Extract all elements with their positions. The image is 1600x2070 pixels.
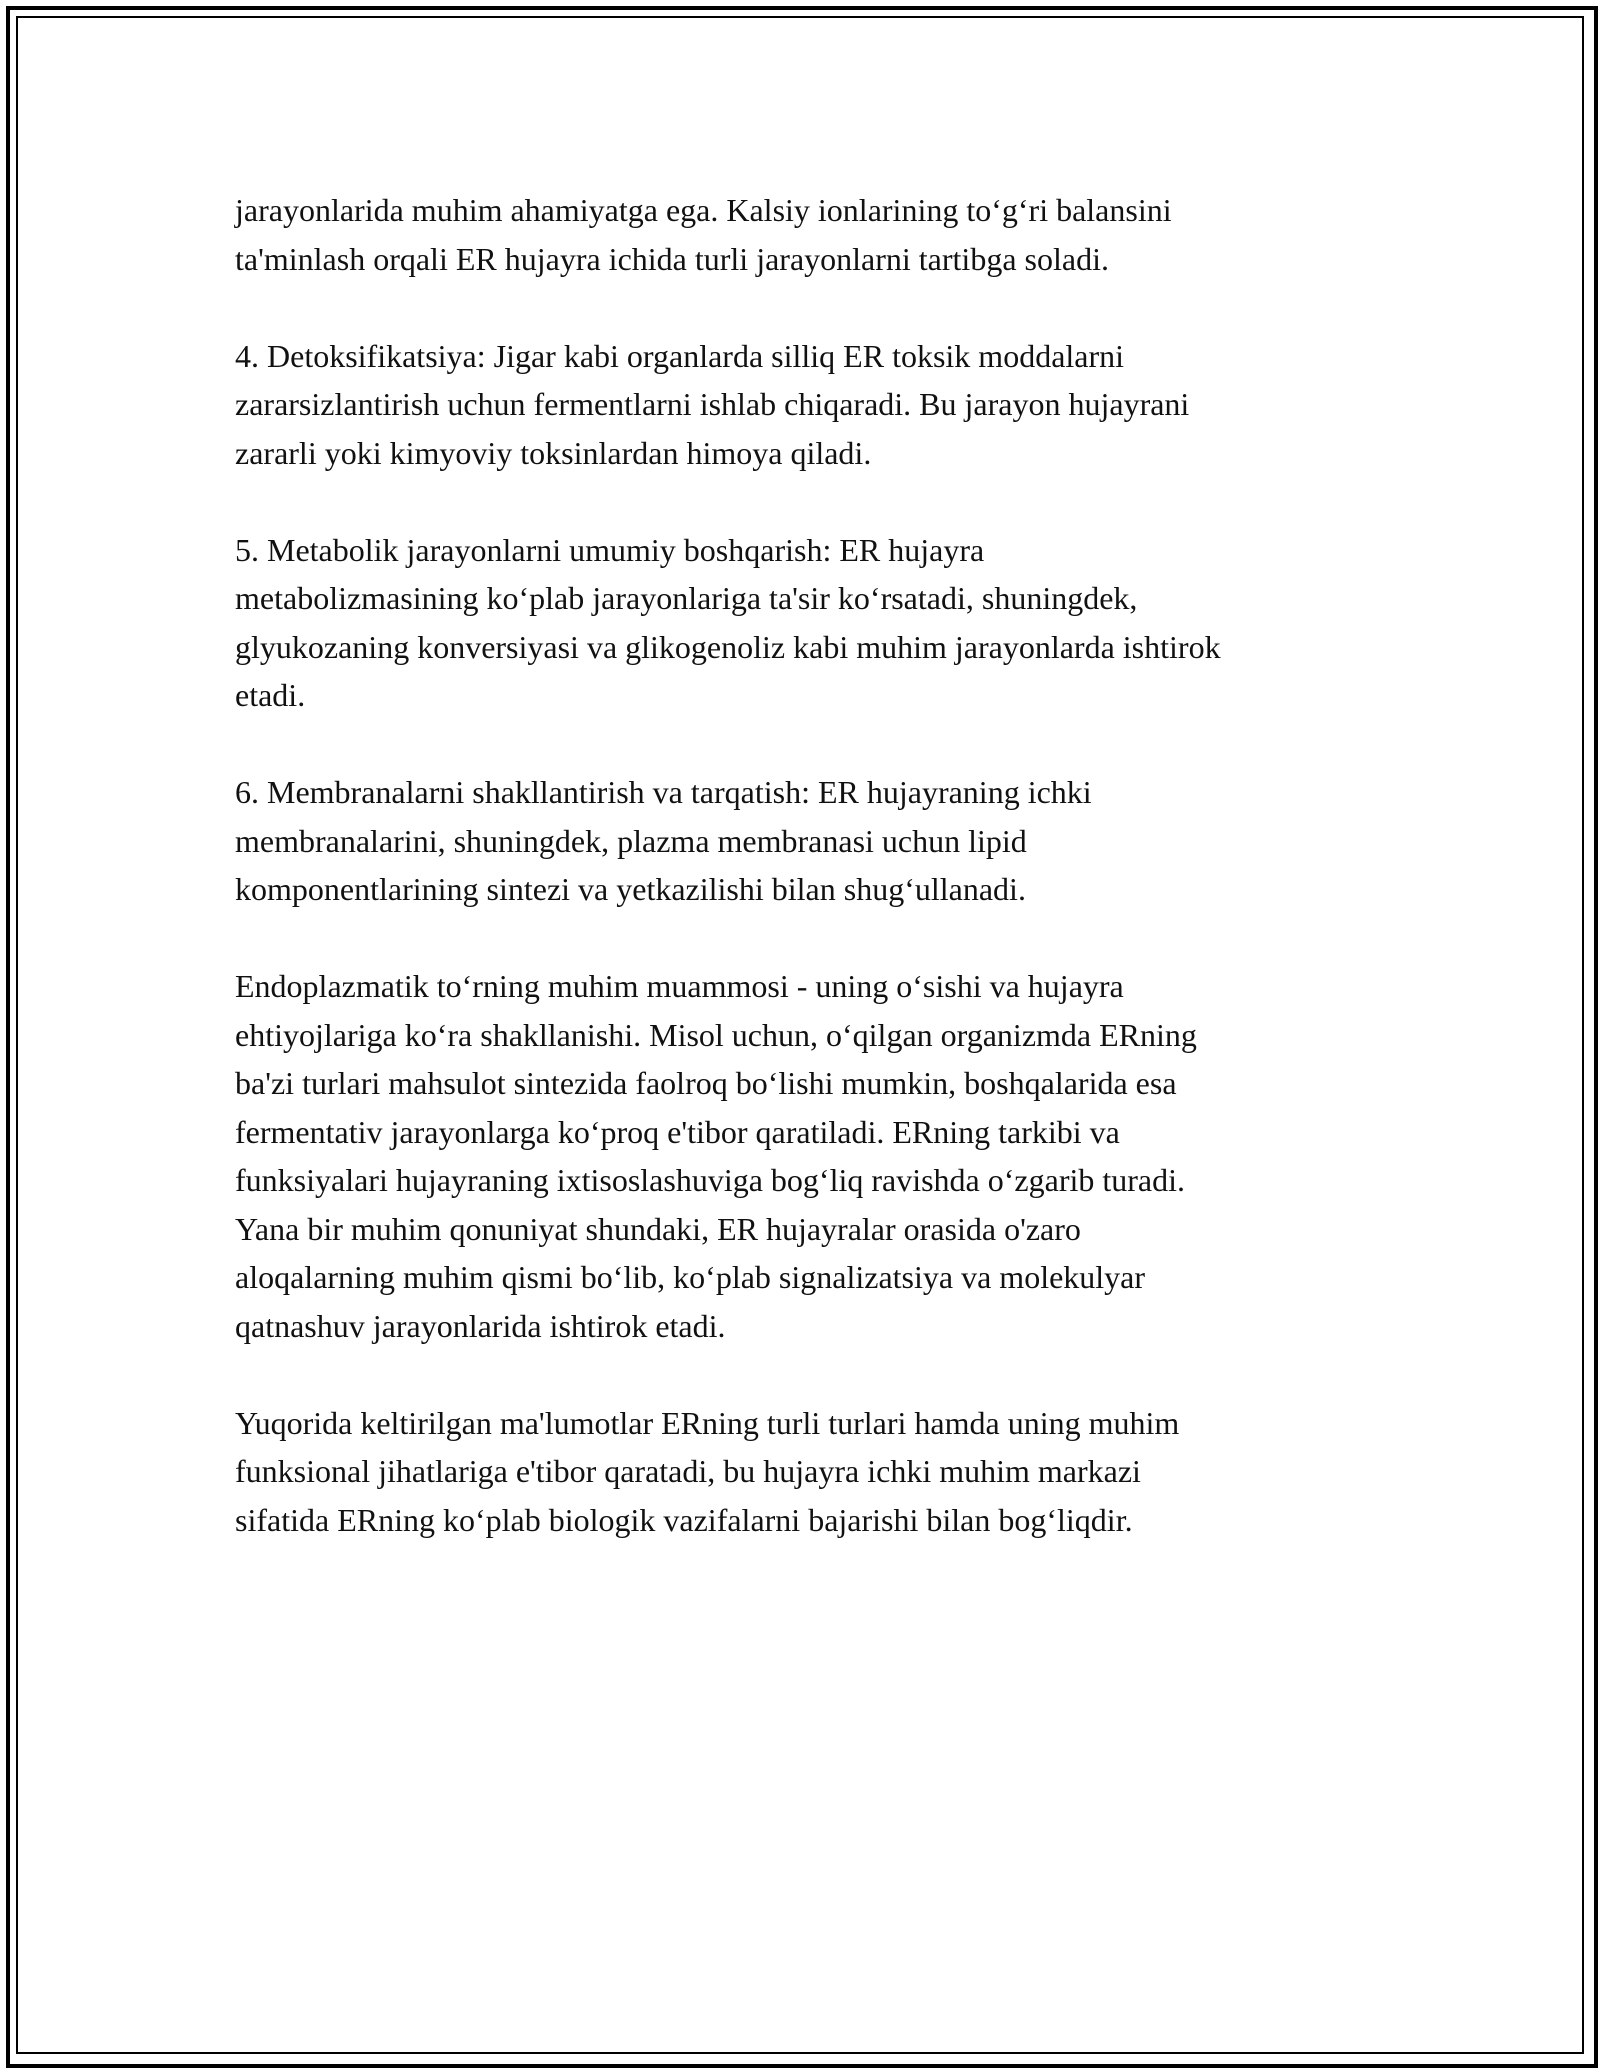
- document-body: [235, 186, 1375, 1593]
- text-line: ba'zi turlari mahsulot sintezida faolroq bo‘lishi mumkin, boshqalarida esa: [235, 1065, 1177, 1101]
- text-line: Endoplazmatik to‘rning muhim muammosi - uning o‘sishi va hujayra: [235, 968, 1124, 1004]
- paragraph-membrane-formation: [235, 768, 1375, 914]
- text-line: Yuqorida keltirilgan ma'lumotlar ERning turli turlari hamda uning muhim: [235, 1404, 1180, 1441]
- text-line: jarayonlarida muhim ahamiyatga ega. Kalsiy ionlarining to‘g‘ri balansini: [235, 192, 1172, 228]
- text-line: qatnashuv jarayonlarida ishtirok etadi.: [235, 1307, 726, 1344]
- text-line: fermentativ jarayonlarga ko‘proq e'tibor qaratiladi. ERning tarkibi va: [235, 1113, 1120, 1150]
- text-line: funksiyalari hujayraning ixtisoslashuviga bog‘liq ravishda o‘zgarib turadi.: [235, 1162, 1185, 1198]
- text-line: zararsizlantirish uchun fermentlarni ishlab chiqaradi. Bu jarayon hujayrani: [235, 386, 1190, 422]
- text-line: aloqalarning muhim qismi bo‘lib, ko‘plab signalizatsiya va molekulyar: [235, 1259, 1146, 1295]
- paragraph-metabolic-control: [235, 526, 1375, 720]
- text-line: membranalarini, shuningdek, plazma membranasi uchun lipid: [235, 822, 1027, 859]
- text-line: metabolizmasining ko‘plab jarayonlariga ta'sir ko‘rsatadi, shuningdek,: [235, 580, 1138, 616]
- text-line: zararli yoki kimyoviy toksinlardan himoya qiladi.: [235, 434, 872, 471]
- text-line: ehtiyojlariga ko‘ra shakllanishi. Misol uchun, o‘qilgan organizmda ERning: [235, 1016, 1197, 1053]
- text-line: Yana bir muhim qonuniyat shundaki, ER hujayralar orasida o'zaro: [235, 1210, 1081, 1247]
- text-line: 4. Detoksifikatsiya: Jigar kabi organlarda silliq ER toksik moddalarni: [235, 337, 1125, 374]
- paragraph-detoxification: [235, 332, 1375, 478]
- paragraph-calcium-balance: [235, 186, 1375, 283]
- text-line: ta'minlash orqali ER hujayra ichida turli jarayonlarni tartibga soladi.: [235, 240, 1109, 277]
- text-line: 5. Metabolik jarayonlarni umumiy boshqarish: ER hujayra: [235, 531, 985, 568]
- text-line: 6. Membranalarni shakllantirish va tarqatish: ER hujayraning ichki: [235, 774, 1092, 810]
- paragraph-er-problem: [235, 962, 1375, 1350]
- text-line: funksional jihatlariga e'tibor qaratadi, bu hujayra ichki muhim markazi: [235, 1453, 1141, 1489]
- paragraph-conclusion: [235, 1399, 1375, 1545]
- text-line: sifatida ERning ko‘plab biologik vazifalarni bajarishi bilan bog‘liqdir.: [235, 1501, 1133, 1538]
- text-line: etadi.: [235, 677, 306, 713]
- text-line: komponentlarining sintezi va yetkazilishi bilan shug‘ullanadi.: [235, 871, 1026, 907]
- text-line: glyukozaning konversiyasi va glikogenoliz kabi muhim jarayonlarda ishtirok: [235, 628, 1221, 665]
